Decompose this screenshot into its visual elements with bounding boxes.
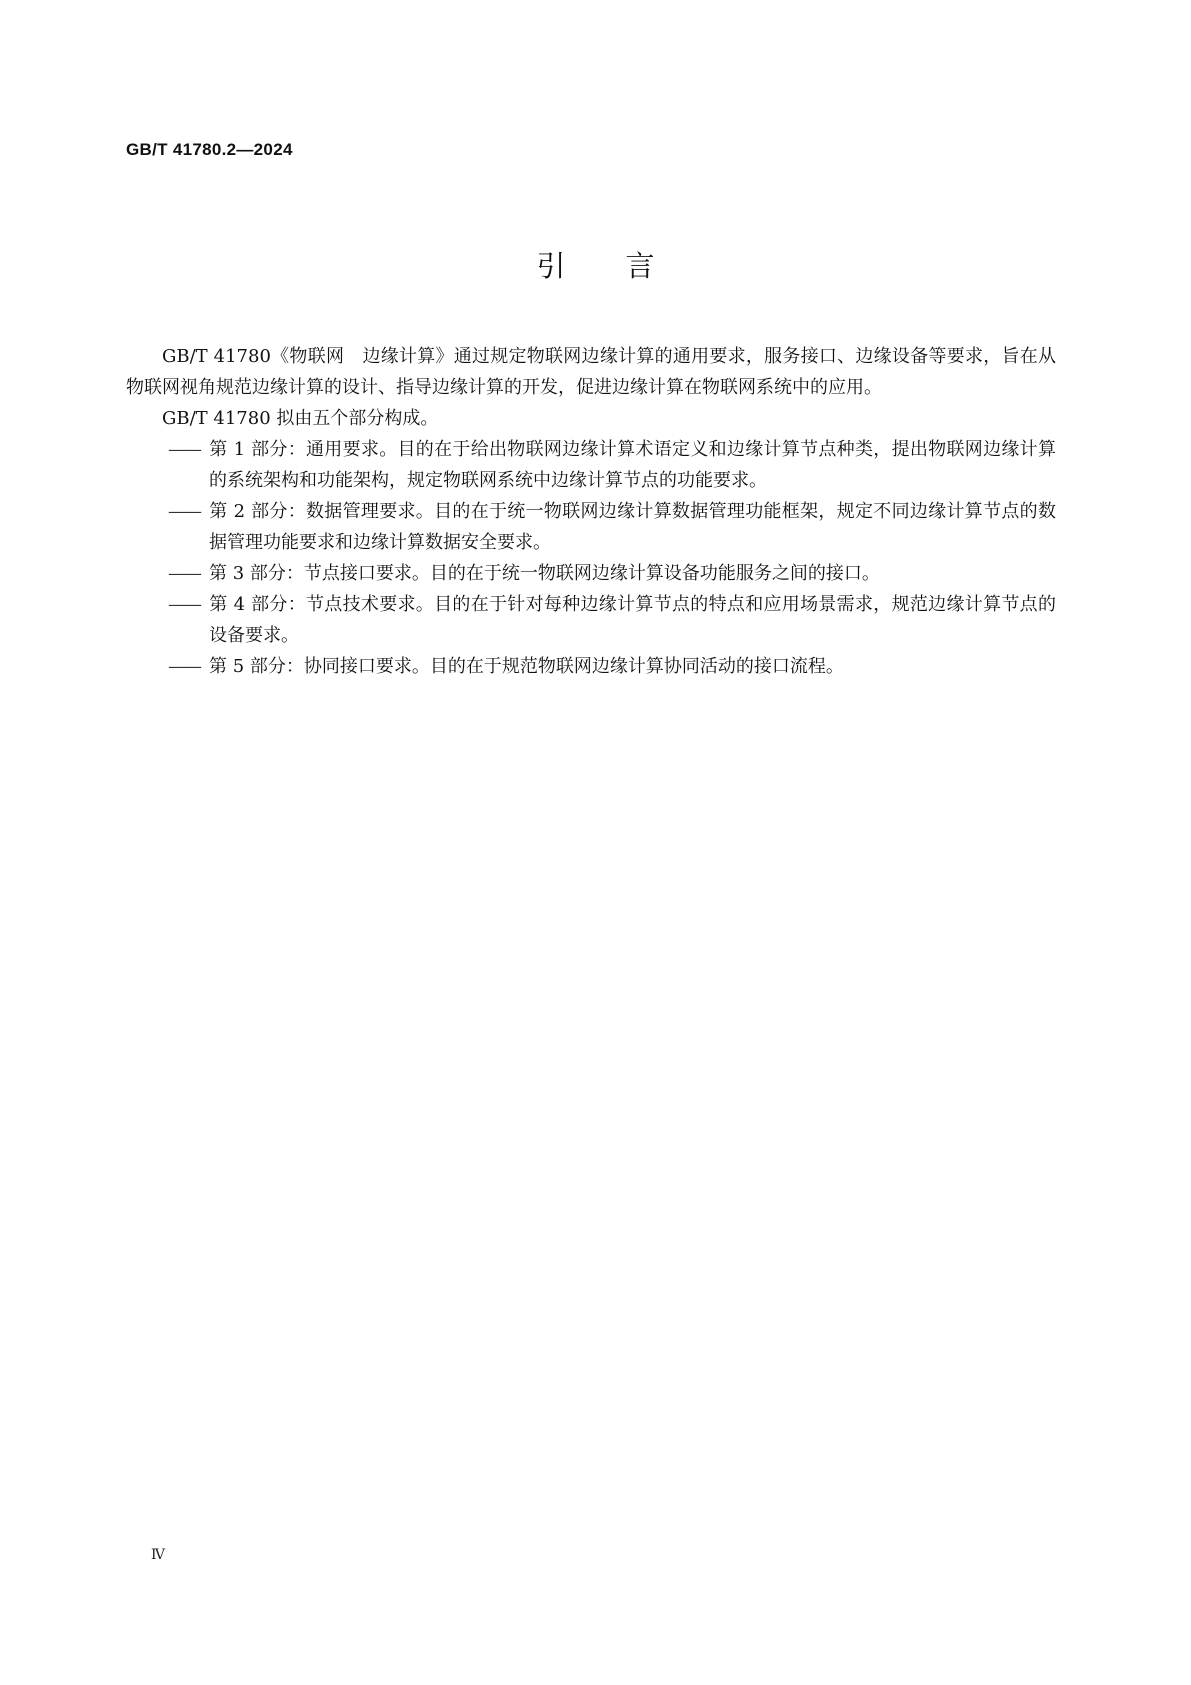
part-list-item [126, 589, 1056, 651]
part-item-text: 第 5 部分：协同接口要求。目的在于规范物联网边缘计算协同活动的接口流程。 [209, 656, 844, 677]
part-list-item [126, 651, 1056, 682]
dash-marker: —— [168, 439, 200, 460]
page-number: Ⅳ [151, 1547, 165, 1563]
part-item-text: 第 3 部分：节点接口要求。目的在于统一物联网边缘计算设备功能服务之间的接口。 [209, 563, 880, 584]
intro-body [126, 341, 1056, 682]
standard-code-header: GB/T 41780.2—2024 [126, 140, 293, 159]
section-title: 引言 [536, 249, 715, 283]
dash-marker: —— [168, 501, 200, 522]
part-item-text: 第 4 部分：节点技术要求。目的在于针对每种边缘计算节点的特点和应用场景需求，规范边缘计算节点的设备要求。 [209, 594, 1056, 646]
part-item-text: 第 1 部分：通用要求。目的在于给出物联网边缘计算术语定义和边缘计算节点种类，提出物联网边缘计算的系统架构和功能架构，规定物联网系统中边缘计算节点的功能要求。 [209, 439, 1056, 491]
part-list-item [126, 558, 1056, 589]
intro-paragraph: GB/T 41780 拟由五个部分构成。 [162, 408, 439, 429]
part-list-item [126, 434, 1056, 496]
part-list-item [126, 496, 1056, 558]
intro-paragraph: GB/T 41780《物联网 边缘计算》通过规定物联网边缘计算的通用要求，服务接口、边缘设备等要求，旨在从物联网视角规范边缘计算的设计、指导边缘计算的开发，促进边缘计算在物联网系统中的应用。 [126, 346, 1056, 398]
part-item-text: 第 2 部分：数据管理要求。目的在于统一物联网边缘计算数据管理功能框架，规定不同边缘计算节点的数据管理功能要求和边缘计算数据安全要求。 [209, 501, 1056, 553]
dash-marker: —— [168, 563, 200, 584]
dash-marker: —— [168, 656, 200, 677]
dash-marker: —— [168, 594, 200, 615]
